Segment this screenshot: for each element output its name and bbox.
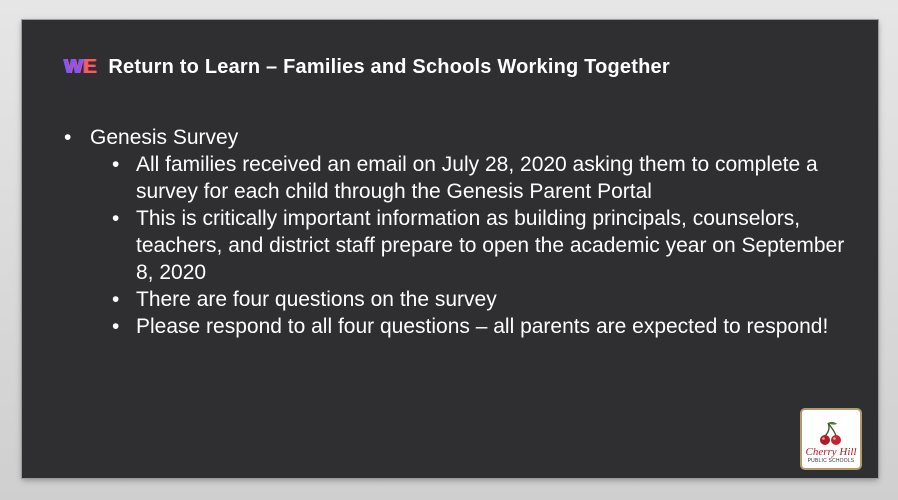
bullet-icon: •: [112, 207, 120, 230]
slide-title-text: Return to Learn – Families and Schools Working Together: [108, 56, 670, 78]
we-logo-text: [64, 56, 97, 78]
slide-content: [64, 124, 864, 340]
sub-bullet-item: [64, 286, 864, 313]
slide-title: [64, 56, 670, 79]
sub-bullet-list: [64, 151, 864, 340]
we-letter-e: E: [83, 56, 97, 78]
slide: [22, 20, 878, 478]
sub-bullet-text: All families received an email on July 28, 2020 asking them to complete a survey for each child through the Genesis Parent Portal: [136, 153, 818, 203]
logo-subtitle: PUBLIC SCHOOLS: [807, 458, 855, 464]
logo-name: Cherry Hill: [805, 446, 857, 458]
we-letter-w: W: [64, 56, 84, 78]
cherry-hill-logo: [802, 410, 860, 468]
bullet-item-genesis-survey: [64, 124, 864, 151]
bullet-text: Genesis Survey: [90, 126, 239, 149]
sub-bullet-item: [64, 205, 864, 286]
cherries-icon: [816, 421, 846, 447]
sub-bullet-item: [64, 151, 864, 205]
bullet-icon: •: [112, 315, 120, 338]
bullet-icon: •: [64, 126, 72, 149]
sub-bullet-text: This is critically important information as building principals, counselors, teachers, and district staff prepare to open the academic year on September 8, 2020: [136, 207, 845, 284]
sub-bullet-text: Please respond to all four questions – all parents are expected to respond!: [136, 315, 829, 338]
sub-bullet-item: [64, 313, 864, 340]
bullet-icon: •: [112, 153, 120, 176]
bullet-icon: •: [112, 288, 120, 311]
sub-bullet-text: There are four questions on the survey: [136, 288, 497, 311]
